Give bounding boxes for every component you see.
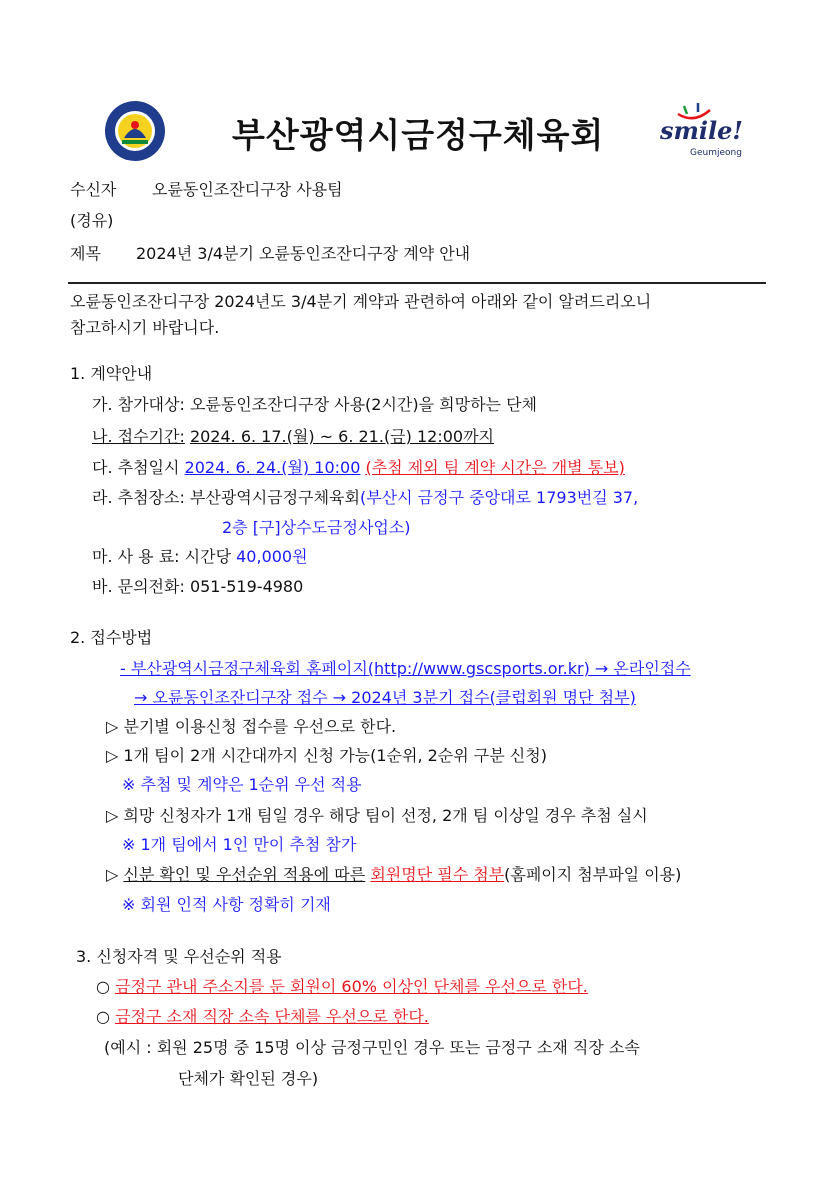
via-line: (경유) <box>70 211 114 230</box>
item-ra <box>92 488 638 508</box>
rule-1 <box>96 977 588 997</box>
council-emblem-logo <box>104 100 166 162</box>
smile-logo-word: smile! <box>660 116 743 145</box>
org-name-title: 부산광역시금정구체육회 <box>232 116 605 156</box>
item-label: 바. 문의전화: <box>92 577 185 596</box>
homepage-link-line-1[interactable]: - 부산광역시금정구체육회 홈페이지(http://www.gscsports.or.kr) → 온라인접수 <box>120 659 691 678</box>
bullet-4-underlined: 신분 확인 및 우선순위 적용에 따른 <box>123 865 366 884</box>
rule-1-text: 금정구 관내 주소지를 둔 회원이 60% 이상인 단체를 우선으로 한다. <box>115 977 588 996</box>
bullet-4-tail: (홈페이지 첨부파일 이용) <box>504 865 682 884</box>
recipient-label: 수신자 <box>70 180 117 199</box>
intro-line-2: 참고하시기 바랍니다. <box>70 318 220 337</box>
item-label: 다. 추첨일시 <box>92 458 180 477</box>
homepage-link-line-2[interactable]: → 오륜동인조잔디구장 접수 → 2024년 3분기 접수(클럽회원 명단 첨부) <box>134 688 636 707</box>
item-value: 051-519-4980 <box>189 577 304 596</box>
section3-heading: 3. 신청자격 및 우선순위 적용 <box>76 947 282 966</box>
item-value: 2024. 6. 17.(월) ~ 6. 21.(금) 12:00까지 <box>189 427 494 446</box>
smile-logo-sub: Geumjeong <box>690 148 742 158</box>
draw-note: (추첨 제외 팀 계약 시간은 개별 통보) <box>365 458 625 477</box>
intro-line-1: 오륜동인조잔디구장 2024년도 3/4분기 계약과 관련하여 아래와 같이 알려드리오니 <box>70 292 652 311</box>
note-3: ※ 회원 인적 사항 정확히 기재 <box>122 895 331 914</box>
item-value: 부산광역시금정구체육회 <box>189 488 360 507</box>
item-ba <box>92 577 303 597</box>
circle-icon: ○ <box>96 1007 110 1026</box>
item-da <box>92 458 625 478</box>
subject-label: 제목 <box>70 244 101 263</box>
draw-place-address-2: 2층 [구]상수도금정사업소) <box>222 518 411 537</box>
draw-datetime: 2024. 6. 24.(월) 10:00 <box>184 458 361 477</box>
circle-icon: ○ <box>96 977 110 996</box>
section2-heading: 2. 접수방법 <box>70 628 153 647</box>
item-ma <box>92 547 308 567</box>
example-line-1: (예시 : 회원 25명 중 15명 이상 금정구민인 경우 또는 금정구 소재 직장 소속 <box>104 1038 640 1057</box>
divider-line <box>68 282 766 284</box>
rule-2-text: 금정구 소재 직장 소속 단체를 우선으로 한다. <box>115 1007 429 1026</box>
draw-place-address: (부산시 금정구 중앙대로 1793번길 37, <box>359 488 639 507</box>
item-ga <box>92 395 537 415</box>
subject-value: 2024년 3/4분기 오륜동인조잔디구장 계약 안내 <box>136 244 471 263</box>
item-na <box>92 427 494 447</box>
example-line-2: 단체가 확인된 경우) <box>178 1069 319 1088</box>
bullet-1: ▷ 분기별 이용신청 접수를 우선으로 한다. <box>106 717 397 736</box>
section1-heading: 1. 계약안내 <box>70 364 153 383</box>
smile-geumjeong-logo <box>660 100 743 164</box>
item-label: 나. 접수기간: <box>92 427 185 446</box>
note-2: ※ 1개 팀에서 1인 만이 추첨 참가 <box>122 835 357 854</box>
item-label: 가. 참가대상: <box>92 395 185 414</box>
bullet-4 <box>106 865 681 885</box>
item-label: 라. 추첨장소: <box>92 488 185 507</box>
bullet-marker: ▷ <box>106 865 119 884</box>
item-value: 시간당 <box>184 547 232 566</box>
item-value: 오륜동인조잔디구장 사용(2시간)을 희망하는 단체 <box>189 395 537 414</box>
bullet-2: ▷ 1개 팀이 2개 시간대까지 신청 가능(1순위, 2순위 구분 신청) <box>106 746 547 765</box>
fee-amount: 40,000원 <box>236 547 308 566</box>
bullet-4-required-attachment: 회원명단 필수 첨부 <box>370 865 505 884</box>
recipient-value: 오륜동인조잔디구장 사용팀 <box>152 180 343 199</box>
rule-2 <box>96 1007 429 1027</box>
note-1: ※ 추첨 및 계약은 1순위 우선 적용 <box>122 775 362 794</box>
bullet-3: ▷ 희망 신청자가 1개 팀일 경우 해당 팀이 선정, 2개 팀 이상일 경우 추첨 실시 <box>106 806 648 825</box>
item-label: 마. 사 용 료: <box>92 547 180 566</box>
